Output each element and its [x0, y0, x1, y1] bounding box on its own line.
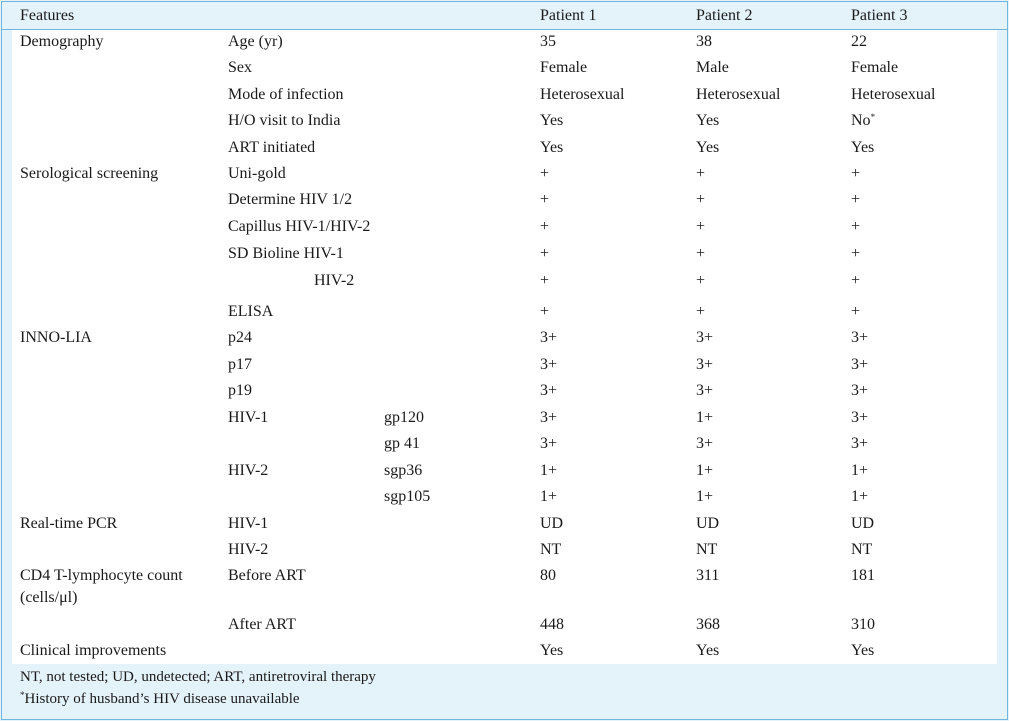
- row-determine-label: Determine HIV 1/2: [228, 191, 353, 208]
- row-art-p3: Yes: [851, 139, 875, 156]
- row-pcr2-p3: NT: [851, 541, 873, 558]
- row-cd4after-p3: 310: [851, 616, 875, 633]
- row-cd4before-label: Before ART: [228, 567, 306, 584]
- row-sdhiv2-p2: +: [696, 272, 706, 289]
- row-sgp105-p1: 1+: [540, 488, 558, 505]
- row-gp41-p1: 3+: [540, 435, 558, 452]
- row-p24-p3: 3+: [851, 329, 869, 346]
- row-p19-label: p19: [228, 382, 252, 399]
- row-sgp36-label: HIV-2: [228, 462, 269, 479]
- group-cd4: CD4 T-lymphocyte count: [20, 567, 183, 584]
- row-gp120-label: HIV-1: [228, 409, 269, 426]
- row-unigold-label: Uni-gold: [228, 165, 286, 182]
- row-sgp36-sub: sgp36: [384, 462, 423, 479]
- group-cd4-units: (cells/μl): [20, 589, 78, 606]
- row-p24-p1: 3+: [540, 329, 558, 346]
- row-art-p2: Yes: [696, 139, 720, 156]
- row-sdbioline-label: SD Bioline HIV-1: [228, 245, 344, 262]
- row-unigold-p2: +: [696, 165, 706, 182]
- row-sdbioline-p2: +: [696, 245, 706, 262]
- row-elisa-p3: +: [851, 303, 861, 320]
- group-demography: Demography: [20, 33, 104, 50]
- row-clinical-p2: Yes: [696, 642, 720, 659]
- row-p17-label: p17: [228, 356, 252, 373]
- row-p24-label: p24: [228, 329, 252, 346]
- row-mode-p3: Heterosexual: [851, 86, 936, 103]
- row-sdbioline-p3: +: [851, 245, 861, 262]
- row-pcr2-p2: NT: [696, 541, 718, 558]
- row-cd4after-p1: 448: [540, 616, 564, 633]
- row-india-p2: Yes: [696, 112, 720, 129]
- group-pcr: Real-time PCR: [20, 515, 118, 532]
- row-age-label: Age (yr): [228, 33, 283, 50]
- footnote-history: History of husband’s HIV disease unavailable: [24, 691, 300, 707]
- table-header: [2, 2, 1007, 30]
- row-gp120-p3: 3+: [851, 409, 869, 426]
- header-patient-1: Patient 1: [540, 7, 597, 24]
- row-pcr1-label: HIV-1: [228, 515, 269, 532]
- row-determine-p2: +: [696, 191, 706, 208]
- row-elisa-p1: +: [540, 303, 550, 320]
- row-india-p3: No: [851, 112, 871, 129]
- row-sgp36-p3: 1+: [851, 462, 869, 479]
- row-determine-p3: +: [851, 191, 861, 208]
- row-unigold-p3: +: [851, 165, 861, 182]
- row-pcr2-p1: NT: [540, 541, 562, 558]
- row-sex-label: Sex: [228, 59, 252, 76]
- row-p17-p1: 3+: [540, 356, 558, 373]
- row-sgp105-sub: sgp105: [384, 488, 431, 505]
- row-pcr1-p2: UD: [696, 515, 720, 532]
- row-cd4after-label: After ART: [228, 616, 296, 633]
- row-sex-p2: Male: [696, 59, 729, 76]
- row-mode-p1: Heterosexual: [540, 86, 625, 103]
- header-features: Features: [20, 7, 75, 24]
- row-sgp105-p2: 1+: [696, 488, 714, 505]
- row-gp120-p1: 3+: [540, 409, 558, 426]
- row-sgp105-p3: 1+: [851, 488, 869, 505]
- row-p19-p2: 3+: [696, 382, 714, 399]
- row-determine-p1: +: [540, 191, 550, 208]
- group-serological: Serological screening: [20, 165, 159, 182]
- row-cd4before-p1: 80: [540, 567, 556, 584]
- header-patient-2: Patient 2: [696, 7, 753, 24]
- row-capillus-p1: +: [540, 218, 550, 235]
- row-india-label: H/O visit to India: [228, 112, 341, 129]
- row-p19-p1: 3+: [540, 382, 558, 399]
- header-patient-3: Patient 3: [851, 7, 908, 24]
- row-sgp36-p2: 1+: [696, 462, 714, 479]
- table-footer: [2, 664, 1007, 719]
- row-art-p1: Yes: [540, 139, 564, 156]
- row-elisa-p2: +: [696, 303, 706, 320]
- footnote-history-line: [20, 690, 300, 709]
- group-innolia: INNO-LIA: [20, 329, 92, 346]
- row-elisa-label: ELISA: [228, 303, 274, 320]
- row-age-p2: 38: [696, 33, 712, 50]
- row-gp41-sub: gp 41: [384, 435, 420, 452]
- row-gp41-p3: 3+: [851, 435, 869, 452]
- row-capillus-p2: +: [696, 218, 706, 235]
- row-cd4before-p2: 311: [696, 567, 720, 584]
- row-unigold-p1: +: [540, 165, 550, 182]
- row-cd4before-p3: 181: [851, 567, 875, 584]
- row-india-p1: Yes: [540, 112, 564, 129]
- row-capillus-label: Capillus HIV-1/HIV-2: [228, 218, 371, 235]
- row-gp120-p2: 1+: [696, 409, 714, 426]
- row-p17-p3: 3+: [851, 356, 869, 373]
- row-sex-p3: Female: [851, 59, 899, 76]
- row-sdhiv2-p3: +: [851, 272, 861, 289]
- row-sdbioline-p1: +: [540, 245, 550, 262]
- row-gp41-p2: 3+: [696, 435, 714, 452]
- row-p17-p2: 3+: [696, 356, 714, 373]
- row-clinical-p3: Yes: [851, 642, 875, 659]
- row-gp120-sub: gp120: [384, 409, 424, 426]
- row-sdhiv2-label: HIV-2: [314, 272, 355, 289]
- row-capillus-p3: +: [851, 218, 861, 235]
- group-clinical: Clinical improvements: [20, 642, 167, 659]
- row-pcr1-p3: UD: [851, 515, 875, 532]
- row-pcr1-p1: UD: [540, 515, 564, 532]
- row-cd4after-p2: 368: [696, 616, 720, 633]
- row-sdhiv2-p1: +: [540, 272, 550, 289]
- row-p24-p2: 3+: [696, 329, 714, 346]
- row-p19-p3: 3+: [851, 382, 869, 399]
- footnote-history-marker: *: [20, 690, 25, 700]
- row-age-p3: 22: [851, 33, 867, 50]
- row-sex-p1: Female: [540, 59, 588, 76]
- row-mode-label: Mode of infection: [228, 86, 344, 103]
- row-sgp36-p1: 1+: [540, 462, 558, 479]
- row-art-label: ART initiated: [228, 139, 316, 156]
- table-frame: [1, 1, 1008, 720]
- row-india-p3-cell: [851, 111, 875, 131]
- row-age-p1: 35: [540, 33, 556, 50]
- footnote-marker: *: [870, 112, 876, 122]
- row-mode-p2: Heterosexual: [696, 86, 781, 103]
- footnote-abbreviations: NT, not tested; UD, undetected; ART, antiretroviral therapy: [20, 669, 376, 685]
- row-clinical-p1: Yes: [540, 642, 564, 659]
- row-pcr2-label: HIV-2: [228, 541, 269, 558]
